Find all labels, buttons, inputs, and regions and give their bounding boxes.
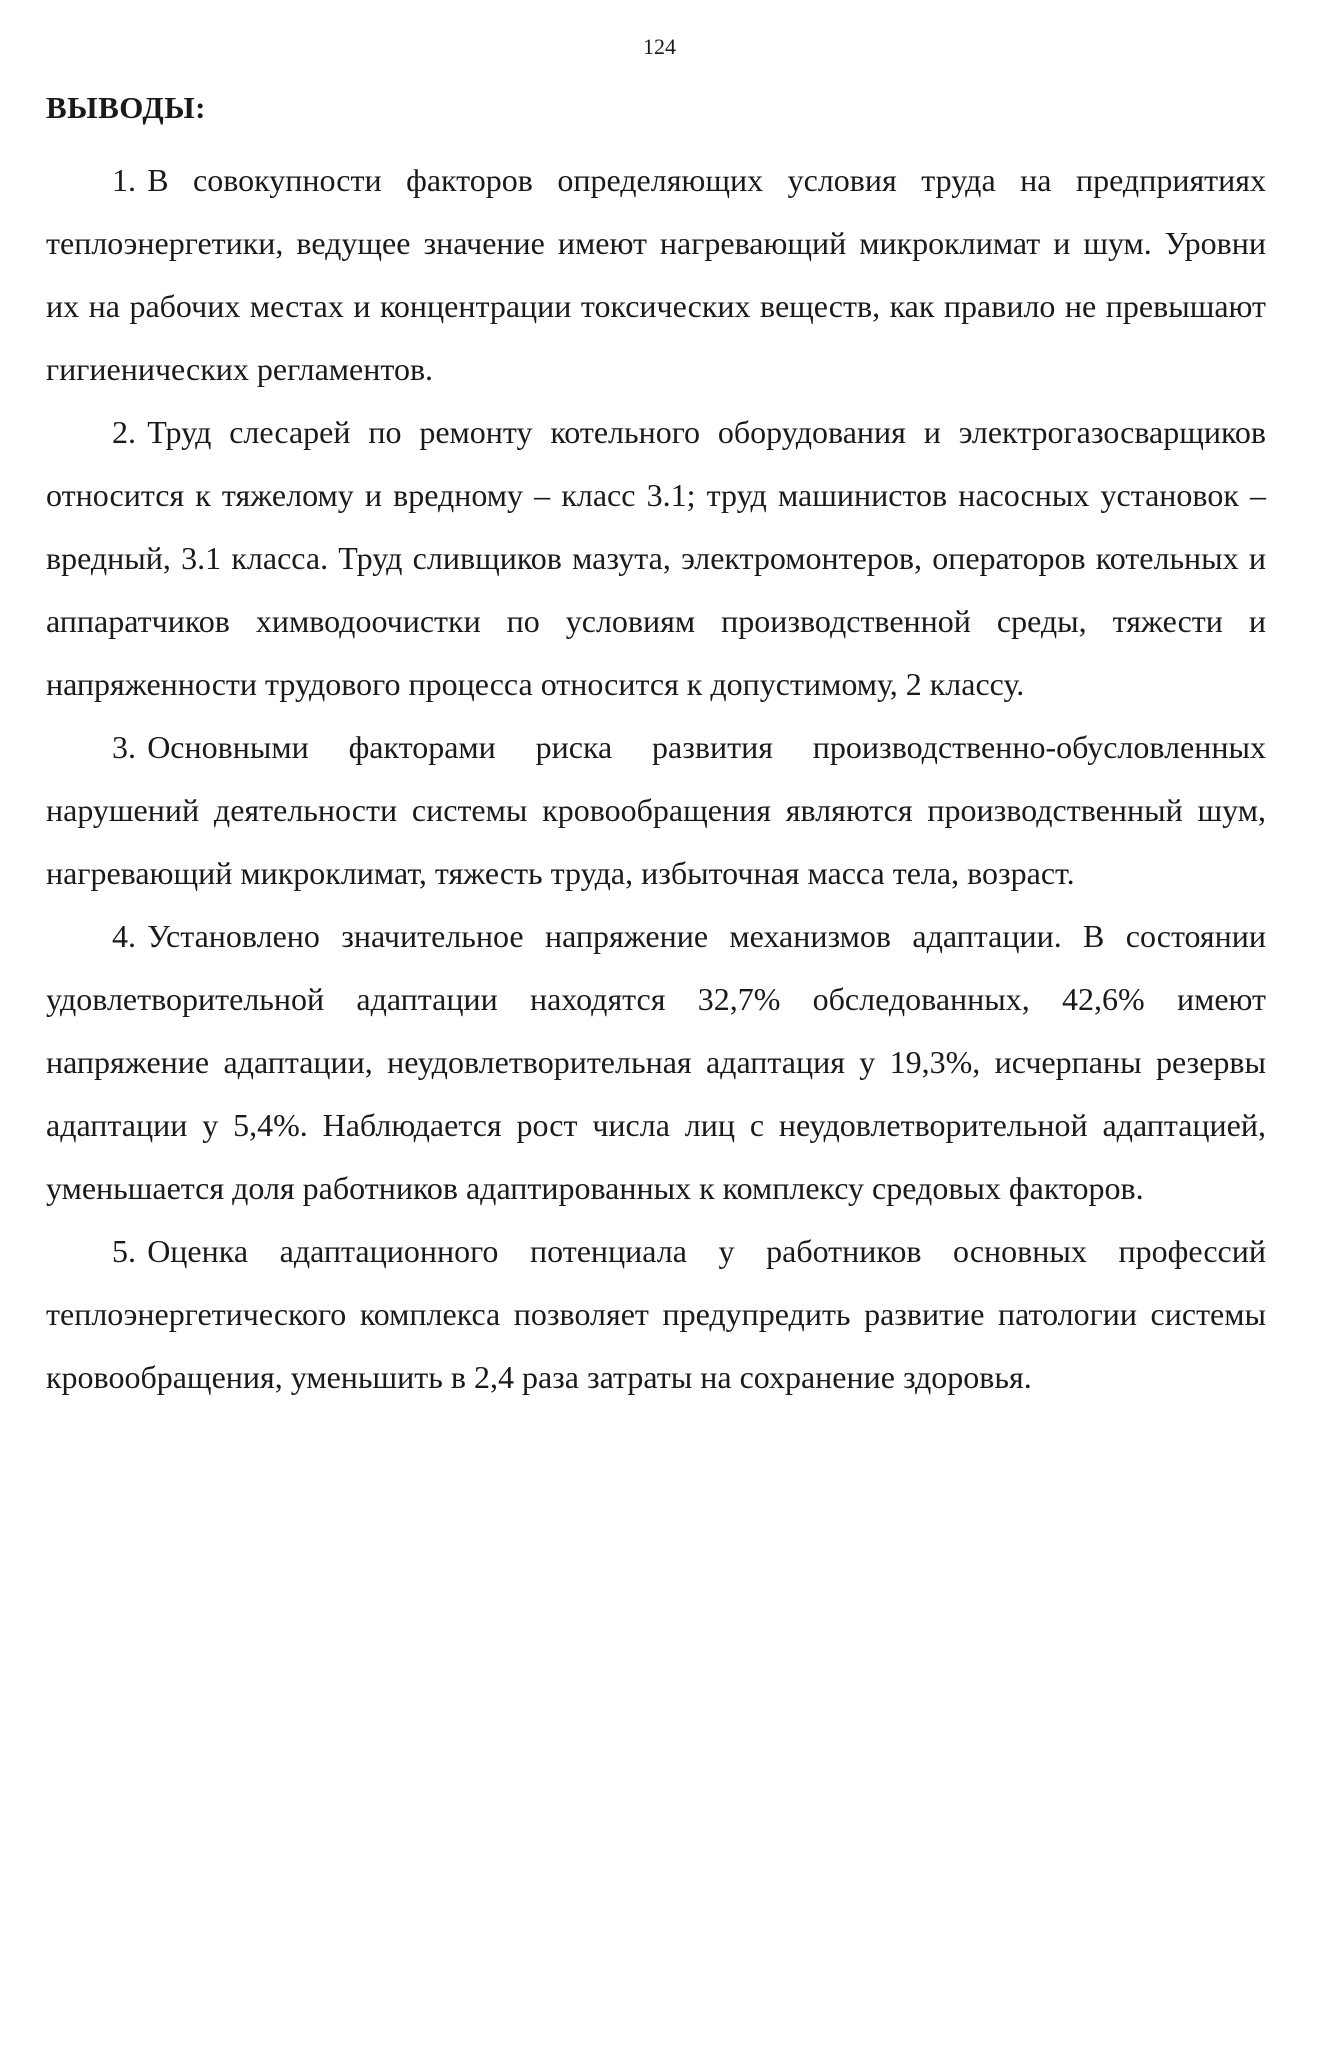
page-number: 124 [643,34,676,59]
conclusion-number: 1. [112,162,136,198]
conclusion-item-2 [46,401,1266,716]
conclusion-item-4 [46,905,1266,1220]
conclusion-text: Оценка адаптационного потенциала у работников основных профессий теплоэнергетического комплекса позволяет предупредить развитие патологии системы кровообращения, уменьшить в 2,4 раза затраты на сохранение здоровья. [46,1233,1266,1395]
conclusion-number: 4. [112,918,136,954]
section-heading: ВЫВОДЫ: [46,90,206,125]
conclusion-number: 5. [112,1233,136,1269]
conclusion-item-1 [46,149,1266,401]
conclusions-list [46,149,1266,1409]
conclusion-number: 2. [112,414,136,450]
conclusion-text: Основными факторами риска развития производственно-обусловленных нарушений деятельности системы кровообращения являются производственный шум, нагревающий микроклимат, тяжесть труда, избыточная масса тела, возраст. [46,729,1266,891]
conclusion-number: 3. [112,729,136,765]
conclusion-text: Установлено значительное напряжение механизмов адаптации. В состоянии удовлетворительной адаптации находятся 32,7% обследованных, 42,6% имеют напряжение адаптации, неудовлетворительная адаптация у 19,3%, исчерпаны резервы адаптации у 5,4%. Наблюдается рост числа лиц с неудовлетворительной адаптацией, уменьшается доля работников адаптированных к комплексу средовых факторов. [46,918,1266,1206]
conclusion-text: В совокупности факторов определяющих условия труда на предприятиях теплоэнергетики, ведущее значение имеют нагревающий микроклимат и шум. Уровни их на рабочих местах и концентрации токсических веществ, как правило не превышают гигиенических регламентов. [46,162,1266,387]
conclusion-item-3 [46,716,1266,905]
conclusion-text: Труд слесарей по ремонту котельного оборудования и электрогазосварщиков относится к тяжелому и вредному – класс 3.1; труд машинистов насосных установок – вредный, 3.1 класса. Труд сливщиков мазута, электромонтеров, операторов котельных и аппаратчиков химводоочистки по условиям производственной среды, тяжести и напряженности трудового процесса относится к допустимому, 2 классу. [46,414,1266,702]
conclusion-item-5 [46,1220,1266,1409]
